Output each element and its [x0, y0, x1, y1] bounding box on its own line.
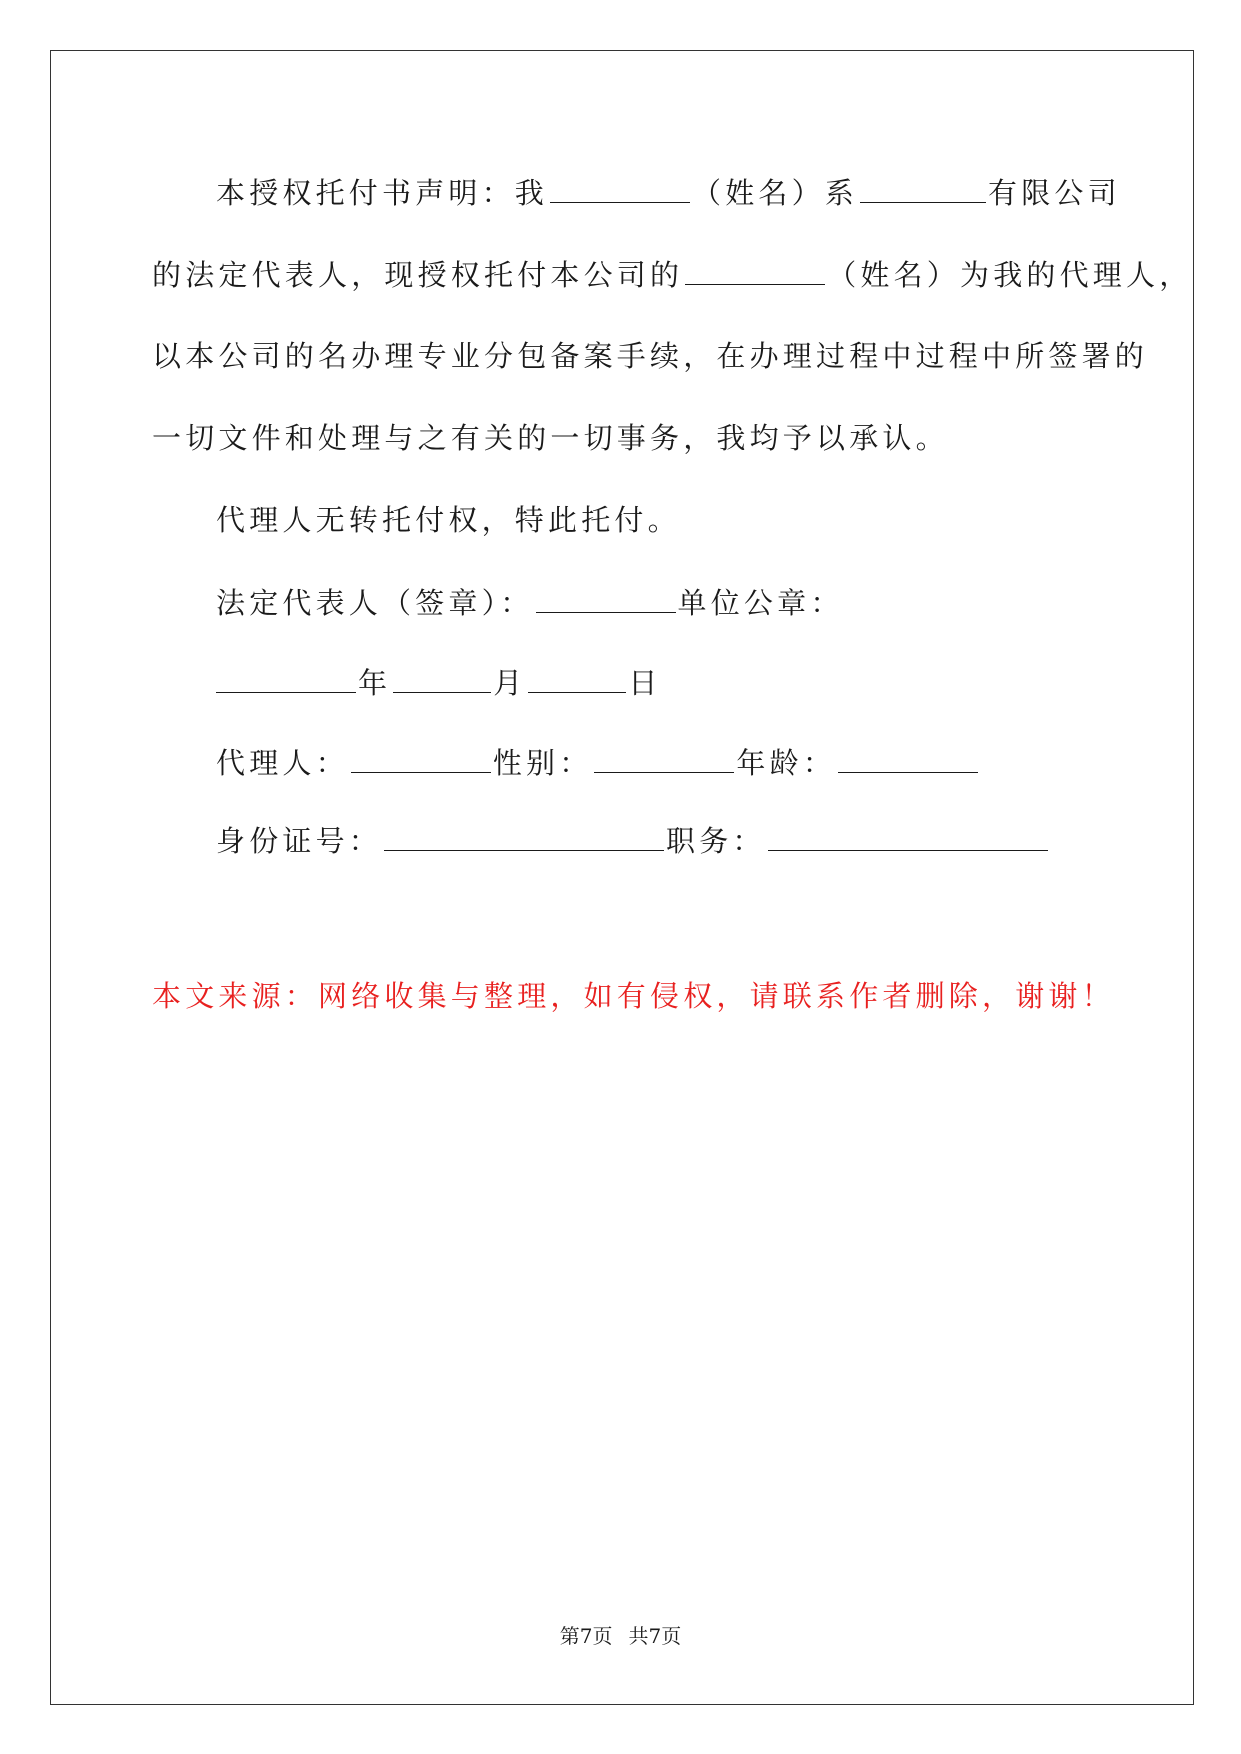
signature-line: [216, 584, 1156, 621]
agent-label: 代理人：: [216, 746, 349, 780]
id-label: 身份证号：: [216, 824, 383, 858]
paragraph1-line1: [216, 174, 1156, 211]
gender-blank[interactable]: [594, 744, 734, 773]
unit-seal-label: 单位公章：: [677, 586, 844, 620]
position-blank[interactable]: [768, 822, 1048, 851]
legal-rep-text: 的法定代表人，现授权托付本公司的: [152, 258, 684, 292]
page-footer: [0, 1620, 1241, 1649]
source-note: 本文来源：网络收集与整理，如有侵权，请联系作者删除，谢谢！: [152, 979, 1115, 1013]
agent-name-blank[interactable]: [685, 256, 825, 285]
day-blank[interactable]: [528, 664, 626, 693]
year-blank[interactable]: [216, 664, 356, 693]
paragraph1-line4: 一切文件和处理与之有关的一切事务，我均予以承认。: [152, 421, 949, 455]
agent-blank[interactable]: [351, 744, 491, 773]
statement-prefix: 本授权托付书声明：我: [216, 176, 549, 210]
legal-rep-signature-blank[interactable]: [536, 584, 676, 613]
name-blank[interactable]: [550, 174, 690, 203]
id-line: [216, 822, 1156, 859]
page-current: 第7页: [559, 1624, 613, 1648]
paragraph2: 代理人无转托付权，特此托付。: [216, 503, 681, 537]
name-label: （姓名）系: [692, 176, 859, 210]
age-label: 年龄：: [736, 746, 837, 780]
legal-rep-signature-label: 法定代表人（签章）：: [216, 586, 534, 620]
page-total: 共7页: [628, 1624, 682, 1648]
year-label: 年: [358, 666, 392, 700]
date-line: [216, 664, 1156, 701]
id-blank[interactable]: [384, 822, 664, 851]
day-label: 日: [628, 666, 662, 700]
page-border: [50, 50, 1194, 1705]
company-label: 有限公司: [988, 176, 1121, 210]
paragraph1-line2: [152, 256, 1193, 293]
company-blank[interactable]: [860, 174, 986, 203]
gender-label: 性别：: [492, 746, 593, 780]
month-label: 月: [493, 666, 527, 700]
age-blank[interactable]: [838, 744, 978, 773]
paragraph1-line3: 以本公司的名办理专业分包备案手续，在办理过程中过程中所签署的: [152, 339, 1149, 373]
agent-name-label: （姓名）为我的代理人，: [827, 258, 1193, 292]
agent-line: [216, 744, 1156, 781]
month-blank[interactable]: [393, 664, 491, 693]
position-label: 职务：: [666, 824, 766, 858]
